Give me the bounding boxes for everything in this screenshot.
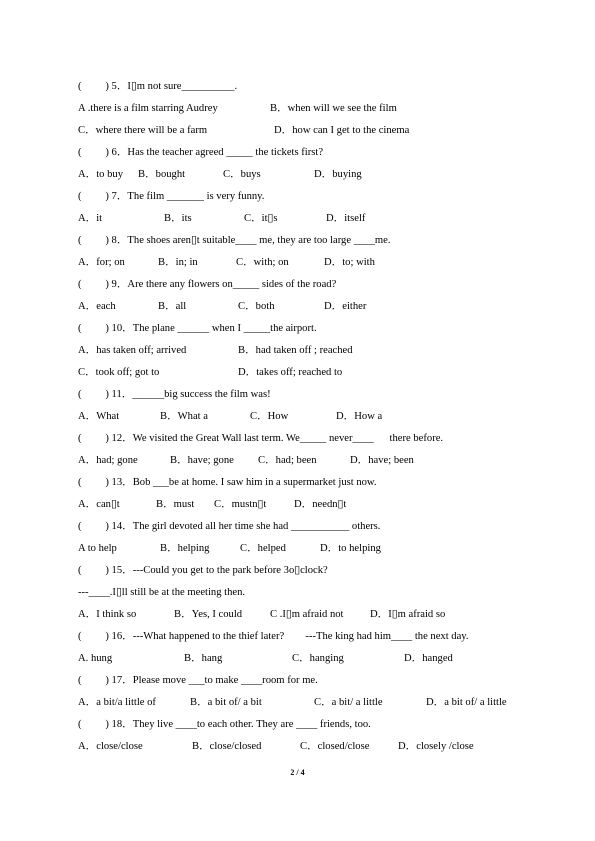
question-18: ( ) 18．They live ____to each other. They are ____ friends, too. [78, 719, 371, 730]
option-d: D．have; been [350, 455, 414, 466]
question-11-options [78, 410, 518, 424]
question-15-dialogue: ---____.I▯ll still be at the meeting then. [78, 587, 246, 598]
option-d: D．either [324, 301, 367, 312]
option-a: A．for; on [78, 257, 125, 268]
question-14: ( ) 14．The girl devoted all her time she had ___________ others. [78, 521, 381, 532]
option-b: B．all [158, 301, 187, 312]
option-c: C．closed/close [300, 741, 370, 752]
page-number: 2 / 4 [290, 768, 305, 777]
option-b: B．a bit of/ a bit [190, 697, 262, 708]
option-c: C．helped [240, 543, 286, 554]
question-17-options [78, 696, 523, 710]
question-10: ( ) 10．The plane ______ when I _____the airport. [78, 323, 317, 334]
option-b: B．close/closed [192, 741, 262, 752]
option-d: D．itself [326, 213, 366, 224]
option-c: C．where there will be a farm [78, 125, 208, 136]
question-13: ( ) 13．Bob ___be at home. I saw him in a supermarket just now. [78, 477, 377, 488]
option-a: A. hung [78, 653, 113, 664]
option-c: C．buys [223, 169, 261, 180]
question-14-options [78, 542, 518, 556]
option-a: A．What [78, 411, 120, 422]
option-d: D．I▯m afraid so [370, 609, 446, 620]
option-d: D．closely /close [398, 741, 474, 752]
question-5-options-row-2 [78, 124, 518, 138]
question-11: ( ) 11．______big success the film was! [78, 389, 271, 400]
option-c: C．both [238, 301, 275, 312]
option-c: C．took off; got to [78, 367, 160, 378]
option-a: A．it [78, 213, 103, 224]
option-c: C．mustn▯t [214, 499, 267, 510]
option-a: A .there is a film starring Audrey [78, 103, 218, 114]
option-d: D．hanged [404, 653, 453, 664]
option-a: A．close/close [78, 741, 143, 752]
option-b: B．its [164, 213, 192, 224]
option-d: D．a bit of/ a little [426, 697, 507, 708]
option-a: A．I think so [78, 609, 137, 620]
option-a: A．has taken off; arrived [78, 345, 187, 356]
option-d: D．How a [336, 411, 383, 422]
option-d: D．takes off; reached to [238, 367, 343, 378]
option-c: C .I▯m afraid not [270, 609, 344, 620]
question-12-options [78, 454, 518, 468]
option-c: C．hanging [292, 653, 344, 664]
option-c: C．How [250, 411, 289, 422]
question-6-options [78, 168, 518, 182]
option-d: D．how can I get to the cinema [274, 125, 410, 136]
question-7: ( ) 7．The film _______ is very funny. [78, 191, 265, 202]
question-9-options [78, 300, 518, 314]
option-a: A．to buy [78, 169, 124, 180]
option-a: A．each [78, 301, 116, 312]
option-c: C．a bit/ a little [314, 697, 383, 708]
option-b: B．hang [184, 653, 223, 664]
question-18-options [78, 740, 518, 754]
question-9: ( ) 9．Are there any flowers on_____ sides of the road? [78, 279, 337, 290]
option-b: B．when will we see the film [270, 103, 397, 114]
option-d: D．to helping [320, 543, 381, 554]
option-b: B．bought [138, 169, 186, 180]
question-16-options [78, 652, 518, 666]
question-16: ( ) 16．---What happened to the thief later? ---The king had him____ the next day. [78, 631, 469, 642]
question-5-options-row-1 [78, 102, 518, 116]
question-6: ( ) 6．Has the teacher agreed _____ the tickets first? [78, 147, 324, 158]
question-10-options-row-2 [78, 366, 518, 380]
option-b: B．in; in [158, 257, 198, 268]
option-b: B．What a [160, 411, 208, 422]
option-b: B．Yes, I could [174, 609, 243, 620]
question-13-options [78, 498, 518, 512]
question-10-options-row-1 [78, 344, 518, 358]
option-d: D．buying [314, 169, 362, 180]
option-d: D．to; with [324, 257, 375, 268]
option-c: C．had; been [258, 455, 317, 466]
option-c: C．it▯s [244, 213, 278, 224]
question-17: ( ) 17．Please move ___to make ____room for me. [78, 675, 318, 686]
question-5: ( ) 5．I▯m not sure__________. [78, 81, 238, 92]
question-8: ( ) 8．The shoes aren▯t suitable____ me, they are too large ____me. [78, 235, 391, 246]
option-a: A to help [78, 543, 117, 554]
option-a: A．had; gone [78, 455, 138, 466]
option-b: B．have; gone [170, 455, 234, 466]
option-a: A．a bit/a little of [78, 697, 156, 708]
question-12: ( ) 12．We visited the Great Wall last term. We_____ never____ there before. [78, 433, 444, 444]
question-7-options [78, 212, 518, 226]
option-d: D．needn▯t [294, 499, 347, 510]
question-15: ( ) 15．---Could you get to the park before 3o▯clock? [78, 565, 328, 576]
option-b: B．must [156, 499, 195, 510]
option-a: A．can▯t [78, 499, 120, 510]
option-b: B．had taken off ; reached [238, 345, 353, 356]
option-c: C．with; on [236, 257, 289, 268]
option-b: B．helping [160, 543, 210, 554]
question-8-options [78, 256, 518, 270]
question-15-options [78, 608, 518, 622]
